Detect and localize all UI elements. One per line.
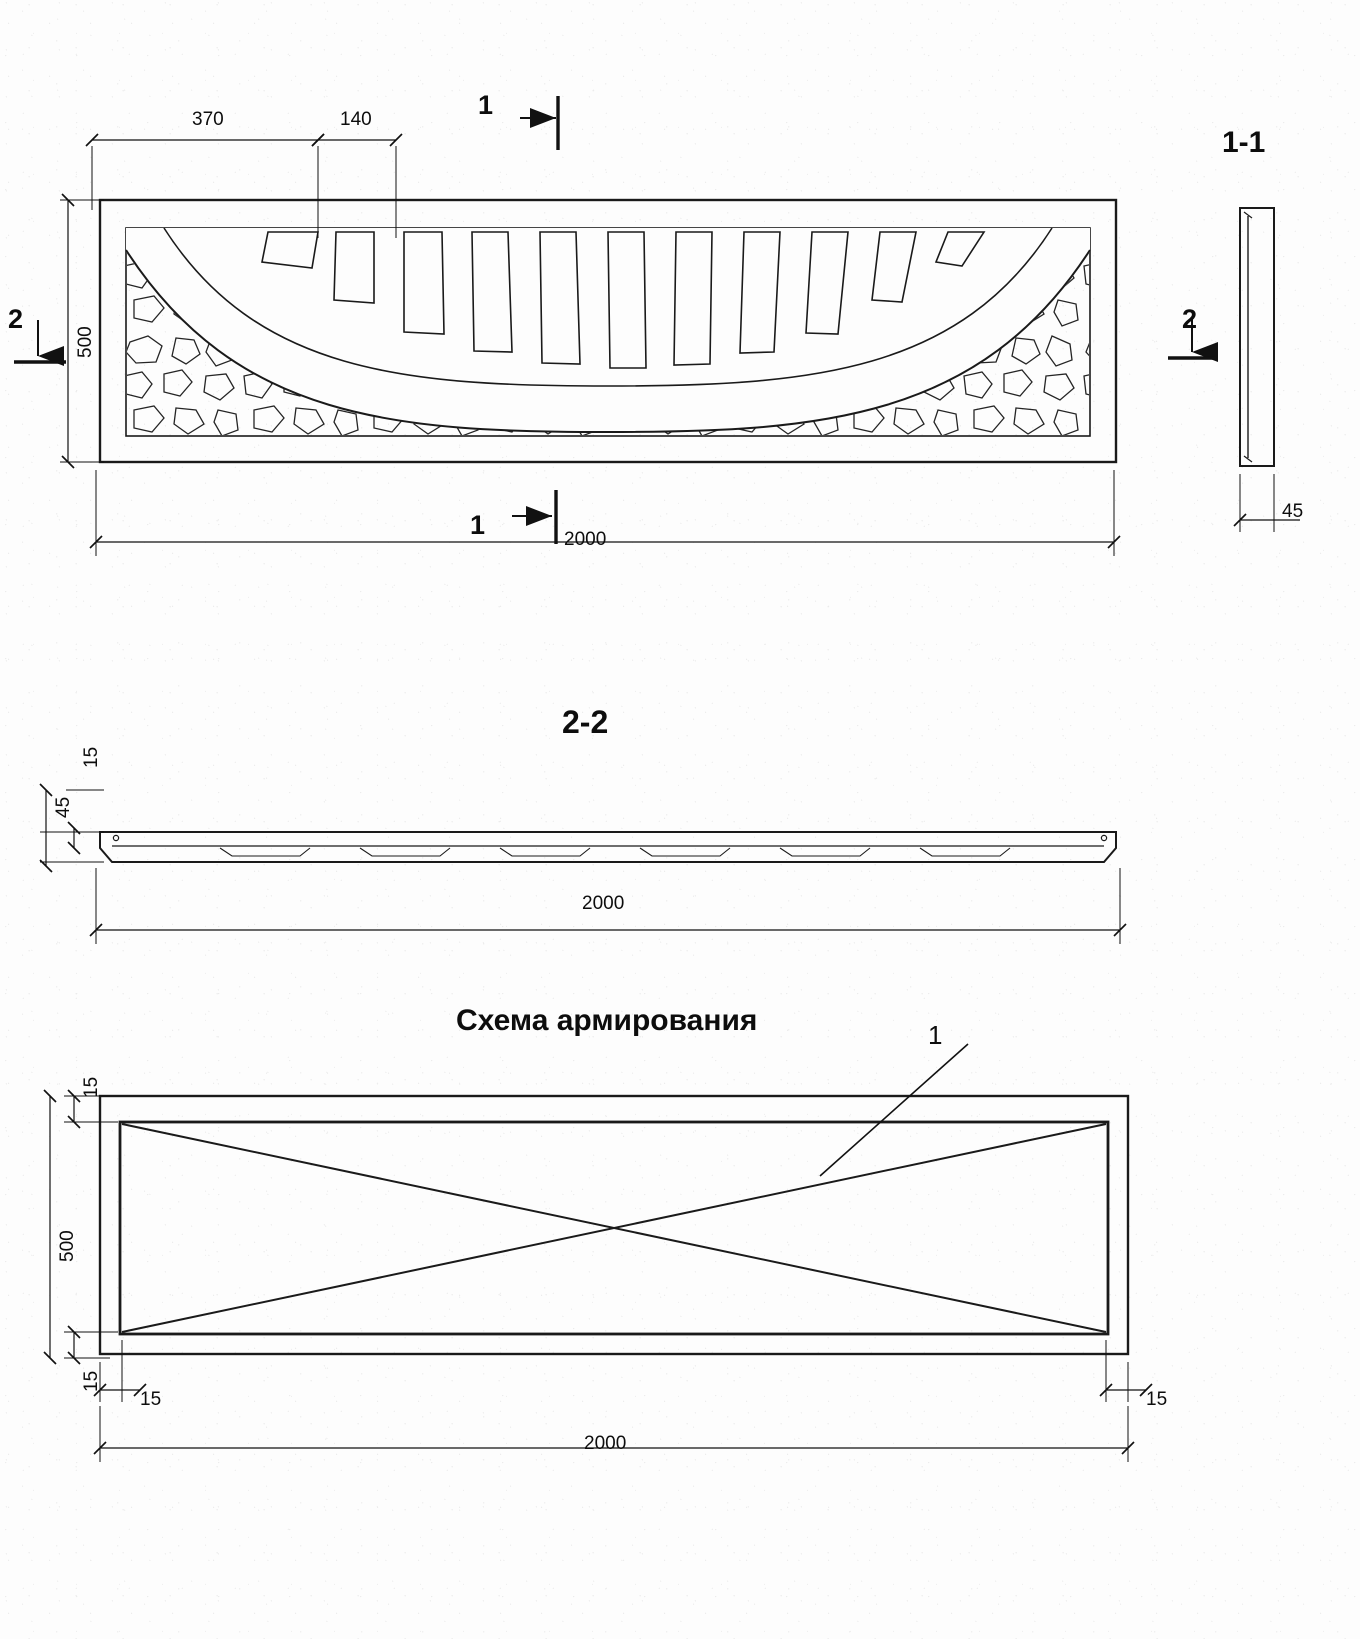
reinforcement-title: Схема армирования — [456, 1004, 758, 1037]
dim-plan-length-2000: 2000 — [564, 529, 607, 550]
dim-370: 370 — [192, 109, 224, 130]
section-mark-1-top: 1 — [478, 90, 494, 120]
dim-cover-bottom-15: 15 — [81, 1370, 102, 1392]
dim-22-length-2000: 2000 — [582, 893, 625, 914]
dim-22-thickness-45: 45 — [53, 796, 74, 818]
section-mark-2-plan: 2 — [8, 304, 24, 334]
section-mark-1-bottom: 1 — [470, 510, 486, 540]
dim-cover-left-15: 15 — [140, 1389, 162, 1410]
section-title-2-2: 2-2 — [562, 704, 609, 740]
dim-reinf-height-500: 500 — [57, 1230, 78, 1262]
section-mark-2-on-1-1: 2 — [1182, 304, 1198, 334]
dim-thickness-45: 45 — [1282, 501, 1304, 522]
position-number-1: 1 — [928, 1020, 943, 1050]
dim-reinf-length-2000: 2000 — [584, 1433, 627, 1454]
dim-cover-right-15: 15 — [1146, 1389, 1168, 1410]
dim-140: 140 — [340, 109, 372, 130]
section-title-1-1: 1-1 — [1222, 126, 1266, 159]
dim-cover-top-15: 15 — [81, 1076, 102, 1098]
dim-plan-height-500: 500 — [75, 326, 96, 358]
dim-22-top-15: 15 — [81, 746, 102, 768]
